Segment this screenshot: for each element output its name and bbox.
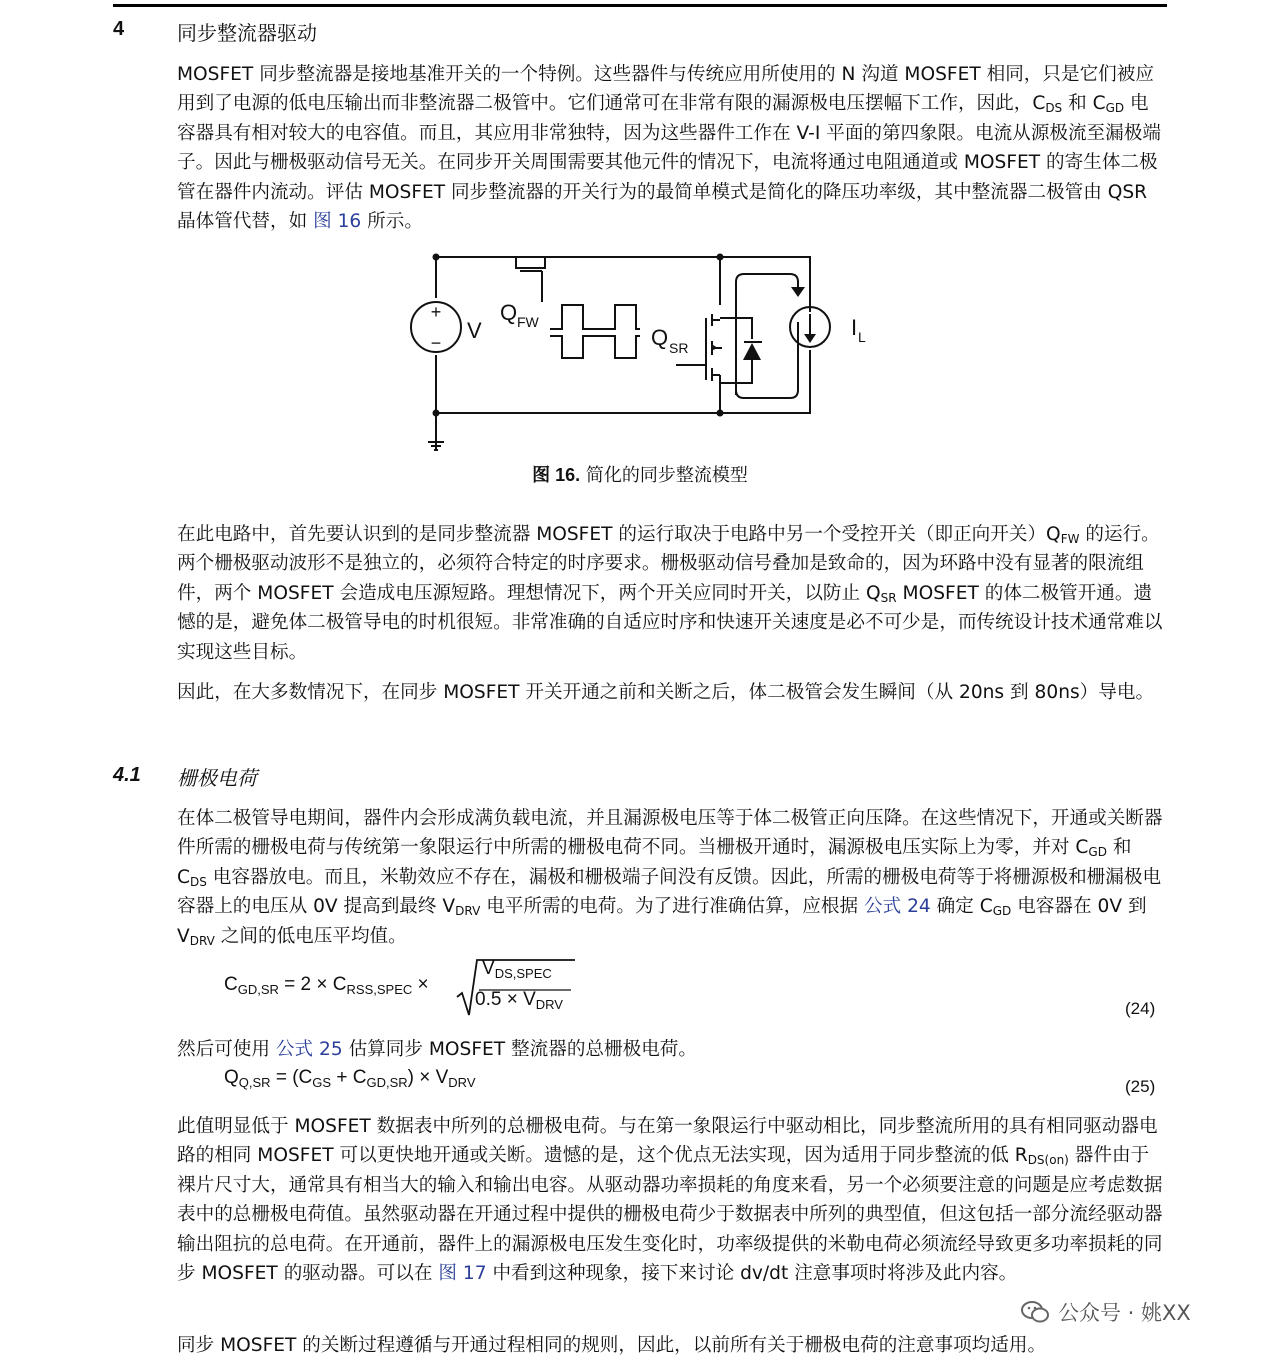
i-label: I: [851, 315, 858, 340]
diode-triangle: [743, 343, 761, 360]
paragraph-total-charge: 然后可使用 公式 25 估算同步 MOSFET 整流器的总栅极电荷。: [177, 1039, 697, 1060]
circuit-node: [717, 254, 724, 261]
equation-24-link[interactable]: 公式 24: [863, 896, 931, 918]
paragraph-circuit: 在此电路中，首先要认识到的是同步整流器 MOSFET 的运行取决于电路中另一个受控开关（即正向开关）$Q_{FW}$ 的运行。两个栅极驱动波形不是独立的，必须符合特定的时序要求。栅极驱动信号叠加是致命的，因为环路中没有显著的限流组件，两个 MOSFET 会造成电压源短路。理想情况下，两个开关应同时开关，以防止 $Q_{SR}$ MOSFET 的体二极管开通。遗憾的是，避免体二极管导电的时机很短。非常准确的自适应时序和快速开关速度是必不可少是，而传统设计技术通常难以实现这些目标。: [177, 524, 1163, 663]
current-arrowhead: [804, 334, 816, 343]
circuit-node: [433, 254, 440, 261]
top-rule: [113, 4, 1167, 7]
q-fw-label: Q: [500, 300, 518, 325]
paragraph-gate-charge: 在体二极管导电期间，器件内会形成满负载电流，并且漏源极电压等于体二极管正向压降。在这些情况下，开通或关断器件所需的栅极电荷与传统第一象限运行中所需的栅极电荷不同。当栅极开通时，漏源极电压实际上为零，并对 $C_{GD}$ 和 $C_{DS}$ 电容器放电。而且，米勒效应不存在，漏极和栅极端子间没有反馈。因此，所需的栅极电荷等于将栅源极和栅漏极电容器上的电压从 0V 提高到最终 $V_{DRV}$ 电平所需的电荷。为了进行准确估算，应根据 公式 24 确定 $C_{GD}$ 电容器在 0V 到 $V_{DRV}$ 之间的低电压平均值。: [177, 808, 1163, 948]
i-subscript: L: [858, 329, 866, 345]
minus-sign: −: [430, 333, 442, 353]
equation-25-link[interactable]: 公式 25: [275, 1039, 343, 1060]
paragraph-turn-off: 同步 MOSFET 的关断过程遵循与开通过程相同的规则，因此，以前所有关于栅极电荷的注意事项均适用。: [177, 1335, 1047, 1356]
circuit-node: [433, 410, 440, 417]
circuit-node: [717, 410, 724, 417]
top-wire: [436, 257, 810, 312]
equation-25-number: (25): [1125, 1077, 1156, 1096]
section-number: 4: [113, 18, 125, 40]
watermark-text: 公众号 · 姚XX: [1058, 1301, 1191, 1325]
paragraph-comparison: 此值明显低于 MOSFET 数据表中所列的总栅极电荷。与在第一象限运行中驱动相比，同步整流所用的具有相同驱动器电路的相同 MOSFET 可以更快地开通或关断。遗憾的是，这个优点无法实现，因为适用于同步整流的低 $R_{DS(on)}$ 器件由于裸片尺寸大，通常具有相当大的输入和输出电容。从驱动器功率损耗的角度来看，另一个必须要注意的问题是应考虑数据表中的总栅极电荷值。虽然驱动器在开通过程中提供的栅极电荷少于数据表中所列的典型值，但这包括一部分流经驱动器输出阻抗的总电荷。在开通前，器件上的漏源极电压发生变化时，功率级提供的米勒电荷必须流经导致更多功率损耗的同步 MOSFET 的驱动器。可以在 图 17 中看到这种现象，接下来讨论 dv/dt 注意事项时将涉及此内容。: [177, 1116, 1163, 1285]
plus-sign: +: [430, 302, 442, 322]
subsection-number: 4.1: [113, 764, 141, 786]
loop-arrowhead: [791, 287, 805, 297]
equation-25: $Q_{Q,SR} = (C_{GS} + C_{GD,SR}) \times V_{DRV}$: [224, 1067, 476, 1090]
q-fw-subscript: FW: [517, 314, 539, 330]
loop-arrow-path: [736, 274, 798, 398]
section-title: 同步整流器驱动: [177, 21, 317, 45]
figure-17-link[interactable]: 图 17: [438, 1263, 487, 1285]
q-sr-label: Q: [651, 325, 669, 350]
watermark: [1020, 1297, 1191, 1327]
subsection-title: 栅极电荷: [177, 766, 257, 790]
circuit-diagram: [400, 244, 880, 454]
gate-waveform: [550, 305, 640, 358]
figure-16-link[interactable]: 图 16: [313, 211, 362, 233]
equation-24-number: (24): [1125, 999, 1156, 1018]
v-label: V: [467, 318, 482, 343]
equation-24-denominator: $0.5 \times V_{DRV}$: [475, 989, 563, 1012]
figure-caption: 图 16. 简化的同步整流模型: [532, 465, 748, 486]
paragraph-intro: MOSFET 同步整流器是接地基准开关的一个特例。这些器件与传统应用所使用的 N 沟道 MOSFET 相同，只是它们被应用到了电源的低电压输出而非整流器二极管中。它们通常可在非常有限的漏源极电压摆幅下工作，因此，$C_{DS}$ 和 $C_{GD}$ 电容器具有相对较大的电容值。而且，其应用非常独特，因为这些器件工作在 V-I 平面的第四象限。电流从源极流至漏极端子。因此与栅极驱动信号无关。在同步开关周围需要其他元件的情况下，电流将通过电阻通道或 MOSFET 的寄生体二极管在器件内流动。评估 MOSFET 同步整流器的开关行为的最简单模式是简化的降压功率级，其中整流器二极管由 QSR 晶体管代替，如 图 16 所示。: [177, 64, 1161, 233]
q-sr-subscript: SR: [669, 340, 689, 356]
wechat-icon: [1020, 1300, 1050, 1324]
paragraph-conduction: 因此，在大多数情况下，在同步 MOSFET 开关开通之前和关断之后，体二极管会发生瞬间（从 20ns 到 80ns）导电。: [177, 682, 1155, 703]
equation-24-lhs: $C_{GD,SR} = 2 \times C_{RSS,SPEC}$ ×: [224, 974, 429, 997]
q-fw-transistor: [516, 257, 545, 302]
equation-24-numerator: $V_{DS,SPEC}$: [482, 958, 552, 981]
